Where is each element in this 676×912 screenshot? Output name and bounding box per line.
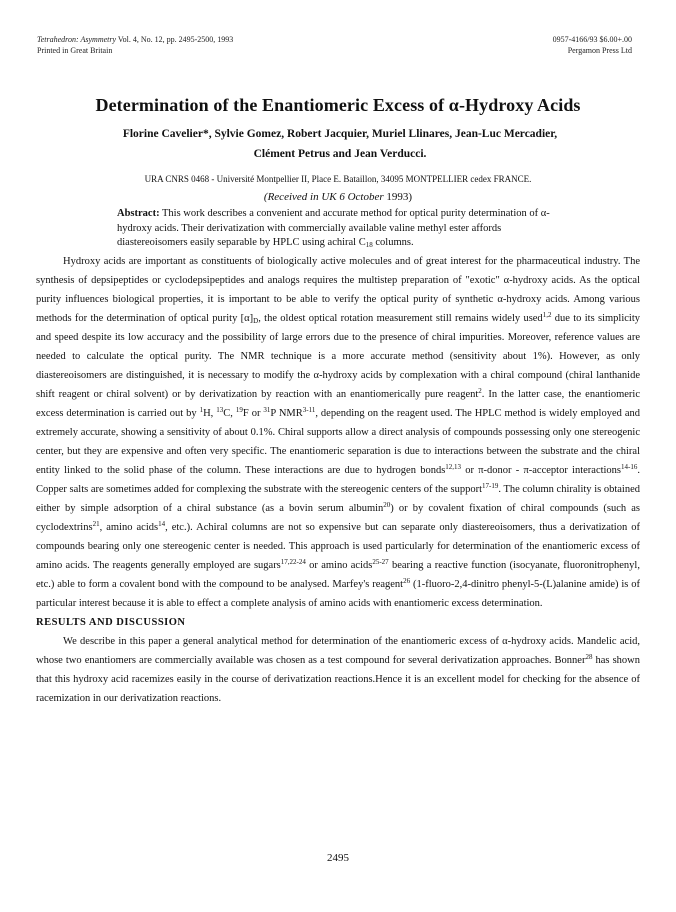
abstract-text: This work describes a convenient and accurate method for optical purity determination of α-hydroxy acids. Their derivatization with commercially available valine methyl ester affords diastereoisomers easily separable by HPLC using achiral [117, 208, 550, 248]
intro-s14: (1-fluoro-2,4-dinitro phenyl-5-(L)alanine amide) is of particular interest because it is able to effect a complete analysis of amino acids with enantiomeric excess determination. [36, 579, 641, 609]
isotope-sup: 13 [216, 406, 224, 414]
intro-s9: ) or by covalent fixation of chiral compounds (such as cyclodextrins [36, 503, 640, 533]
author-list [60, 124, 620, 164]
body-text [36, 252, 640, 708]
received-text: (Received in UK 6 October [263, 191, 384, 203]
results-r2: has shown that this hydroxy acid racemizes easily in the course of derivatization reactions.Hence it is an excellent model for checking for the absence of racemization in our derivatization reactions. [36, 655, 640, 704]
intro-s4-f: F or [242, 408, 264, 419]
affiliation: URA CNRS 0468 - Université Montpellier II, Place E. Bataillon, 34095 MONTPELLIER cedex FRANCE. [144, 174, 532, 184]
ref-sup: 20 [383, 501, 391, 509]
journal-citation: Vol. 4, No. 12, pp. 2495-2500, 1993 [117, 35, 234, 44]
ref-sup: 26 [403, 577, 411, 585]
ref-sup: 28 [585, 653, 593, 661]
abstract-label: Abstract: [117, 208, 160, 219]
intro-s7: . Copper salts are sometimes added for complexing the substrate with the stereogenic centers of the support [36, 465, 640, 495]
abstract-tail: columns. [372, 237, 414, 248]
ref-sup: 21 [92, 520, 100, 528]
isotope-sup: 19 [235, 406, 243, 414]
author-line-1: Florine Cavelier*, Sylvie Gomez, Robert Jacquier, Muriel Llinares, Jean-Luc Mercadier, [122, 128, 558, 140]
intro-s4: . In the latter case, the enantiomeric excess determination is carried out by [36, 389, 640, 419]
publisher: Pergamon Press Ltd [567, 46, 632, 55]
running-header-left [37, 34, 233, 56]
intro-s4-c: C, [223, 408, 236, 419]
intro-s10: , amino acids [99, 522, 159, 533]
abstract-c: C [358, 237, 366, 248]
ref-sup: 17-19 [482, 482, 499, 490]
ref-sup: 3-11 [302, 406, 316, 414]
ref-sup: 1,2 [542, 311, 552, 319]
results-paragraph [36, 632, 640, 708]
received-date [0, 191, 676, 203]
ref-sup: 17,22-24 [280, 558, 306, 566]
isotope-sup: 1 [199, 406, 204, 414]
intro-s4-h: H, [203, 408, 217, 419]
ref-sup: 2 [478, 387, 482, 395]
author-line-2: Clément Petrus and Jean Verducci. [253, 148, 427, 160]
intro-s5: , depending on the reagent used. The HPLC method is widely employed and extremely accurate, showing a sensitivity of about 0.1%. Chiral supports allow a direct analysis of compounds possessing only one stereogenic center, but they are expensive and often very specific. The enantiomeric separation is due to interactions between the substrate and the chiral entity linked to the solid phase of the column. These interactions are due to hydrogen bonds [36, 408, 641, 476]
intro-s12: or amino acids [305, 560, 373, 571]
printed-in: Printed in Great Britain [37, 46, 113, 55]
intro-paragraph [36, 252, 640, 613]
intro-s4-p: P NMR [270, 408, 303, 419]
intro-s6: or π-donor - π-acceptor interactions [461, 465, 622, 476]
abstract [117, 207, 562, 251]
results-r1: We describe in this paper a general analytical method for determination of the enantiomeric excess of α-hydroxy acids. Mandelic acid, whose two enantiomers are commercially available was chosen as a test compound for several derivatization approaches. Bonner [36, 636, 640, 666]
section-heading-results: RESULTS AND DISCUSSION [36, 617, 186, 628]
intro-s11: , etc.). Achiral columns are not so expensive but can separate only diastereoisomers, thus a derivatization of compounds bearing only one stereogenic center is needed. This approach is used particularly for determination of the enantiomeric excess of amino acids. The reagents generally employed are sugars [36, 522, 640, 571]
paper-title: Determination of the Enantiomeric Excess of α-Hydroxy Acids [95, 95, 581, 115]
abstract-c-sub: 18 [365, 241, 373, 249]
isotope-sup: 31 [263, 406, 271, 414]
intro-s13: bearing a reactive function (isocyanate, fluoronitrophenyl, etc.) able to form a covalent bond with the compound to be analysed. Marfey's reagent [36, 560, 640, 590]
intro-s8: . The column chirality is obtained either by simple adsorption of a chiral substance (as a bovin serum albumin [36, 484, 640, 514]
received-year: 1993) [386, 191, 413, 203]
ref-sup: 25-27 [372, 558, 389, 566]
article-code: 0957-4166/93 $6.00+.00 [552, 35, 632, 44]
running-header-right [553, 34, 632, 56]
ref-sup: 14 [158, 520, 166, 528]
intro-s1: Hydroxy acids are important as constituents of biologically active molecules and of great interest for the pharmaceutical industry. The synthesis of depsipeptides or cyclodepsipeptides and analogs requires the multistep preparation of "exotic" α-hydroxy acids. As the optical purity influences biological properties, it is important to be able to verify the optical purity of synthetic α-hydroxy acids. Among various methods for the determination of optical purity [α] [36, 256, 640, 324]
intro-s3: due to its simplicity and speed despite its low accuracy and the possibility of large errors due to the presence of chiral impurities. Moreover, reference values are needed to calculate the optical purity. The NMR technique is a more accurate method (sensitivity about 1%). However, as only diastereoisomers are distinguished, it is necessary to modify the α-hydroxy acids by complexation with a chiral compound (chiral lanthanide shift reagent or chiral solvent) or by derivatization by reaction with an enantiomerically pure reagent [36, 313, 640, 400]
page-number: 2495 [327, 852, 349, 864]
intro-s1-sub: D [253, 317, 259, 325]
ref-sup: 12,13 [445, 463, 462, 471]
ref-sup: 14-16 [621, 463, 638, 471]
journal-name: Tetrahedron: Asymmetry [37, 35, 117, 44]
intro-s2: , the oldest optical rotation measurement still remains widely used [258, 313, 543, 324]
